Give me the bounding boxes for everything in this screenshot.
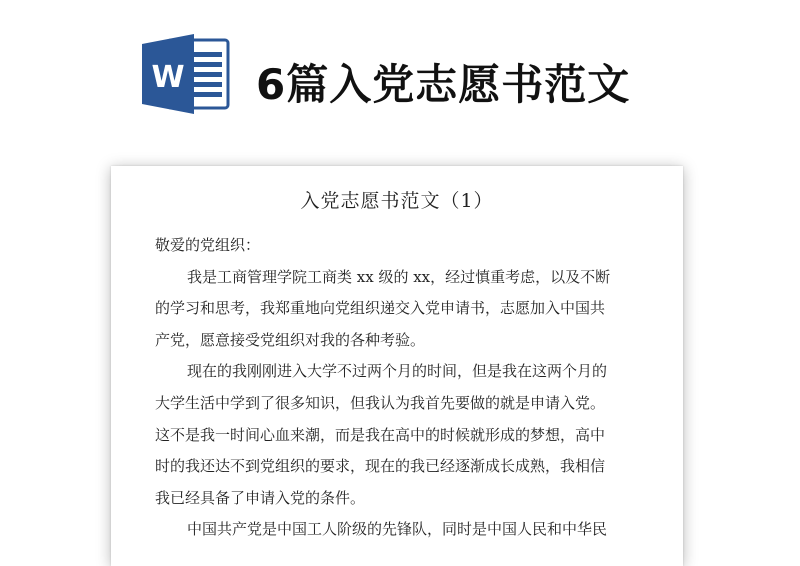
document-body [155,230,645,546]
word-logo-letter: W [151,60,185,95]
salutation-line: 敬爱的党组织： [155,236,261,254]
paragraph-line: 现在的我刚刚进入大学不过两个月的时间，但是我在这两个月的 [187,362,608,381]
paragraph-line: 时的我还达不到党组织的要求，现在的我已经逐渐成长成熟，我相信 [155,457,606,476]
paragraph-line: 这不是我一时间心血来潮，而是我在高中的时候就形成的梦想，高中 [155,425,606,444]
document-title: 入党志愿书范文（1） [300,190,494,212]
paragraph-line: 产党，愿意接受党组织对我的各种考验。 [155,330,426,349]
paragraph-line: 我已经具备了申请入党的条件。 [155,488,366,507]
word-document-icon [142,34,230,114]
document-page [111,166,683,566]
banner [0,0,800,140]
paragraph-line: 的学习和思考，我郑重地向党组织递交入党申请书，志愿加入中国共 [155,299,606,318]
banner-title: 6篇入党志愿书范文 [256,60,631,109]
paragraph-line: 中国共产党是中国工人阶级的先锋队，同时是中国人民和中华民 [187,520,608,539]
paragraph-line: 我是工商管理学院工商类 xx 级的 xx，经过慎重考虑，以及不断 [187,267,611,286]
paragraph-line: 大学生活中学到了很多知识，但我认为我首先要做的就是申请入党。 [155,393,606,412]
